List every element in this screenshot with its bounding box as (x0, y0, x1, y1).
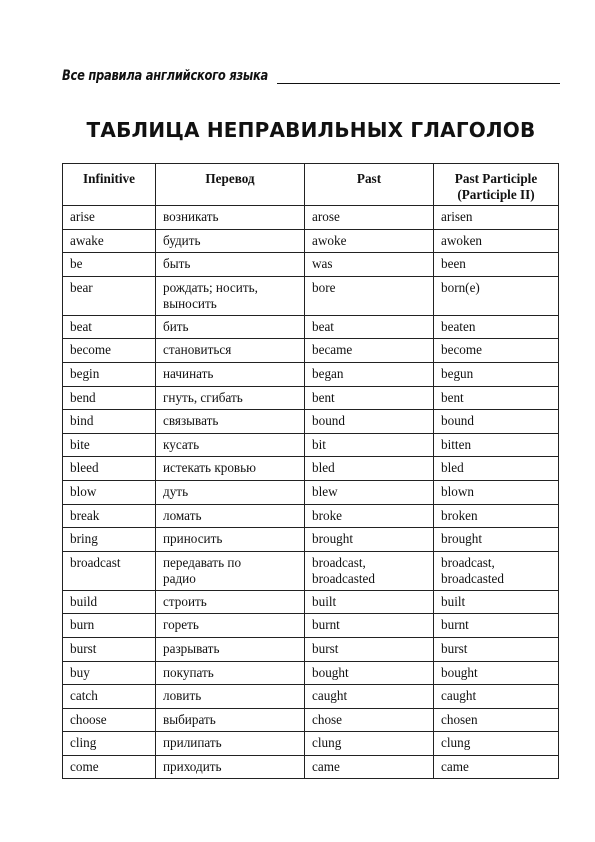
infinitive-cell: beat (63, 315, 156, 339)
past-participle-cell: broadcast, broadcasted (434, 551, 559, 590)
past-cell: began (305, 362, 434, 386)
past-cell: came (305, 755, 434, 779)
column-header-past-participle: Past Participle (Participle II) (434, 164, 559, 206)
infinitive-cell: catch (63, 685, 156, 709)
infinitive-cell: choose (63, 708, 156, 732)
infinitive-cell: buy (63, 661, 156, 685)
past-cell: was (305, 253, 434, 277)
table-row (63, 362, 559, 386)
past-cell: blew (305, 480, 434, 504)
past-cell: burst (305, 637, 434, 661)
translation-cell: рождать; носить, выносить (156, 276, 305, 315)
translation-cell: становиться (156, 339, 305, 363)
table-row (63, 661, 559, 685)
column-header-infinitive: Infinitive (63, 164, 156, 206)
past-cell: broadcast, broadcasted (305, 551, 434, 590)
translation-cell: гнуть, сгибать (156, 386, 305, 410)
past-participle-cell: born(e) (434, 276, 559, 315)
past-participle-cell: chosen (434, 708, 559, 732)
table-row (63, 410, 559, 434)
past-cell: beat (305, 315, 434, 339)
table-row (63, 551, 559, 590)
irregular-verbs-table (62, 163, 559, 779)
translation-cell: бить (156, 315, 305, 339)
past-cell: brought (305, 528, 434, 552)
table-row (63, 386, 559, 410)
translation-cell: дуть (156, 480, 305, 504)
infinitive-cell: bleed (63, 457, 156, 481)
infinitive-cell: burn (63, 614, 156, 638)
table-row (63, 755, 559, 779)
table-row (63, 732, 559, 756)
translation-cell: разрывать (156, 637, 305, 661)
past-participle-cell: bound (434, 410, 559, 434)
infinitive-cell: arise (63, 206, 156, 230)
translation-cell: покупать (156, 661, 305, 685)
past-cell: bit (305, 433, 434, 457)
translation-cell: истекать кровью (156, 457, 305, 481)
past-cell: chose (305, 708, 434, 732)
table-row (63, 315, 559, 339)
past-participle-cell: bought (434, 661, 559, 685)
past-cell: arose (305, 206, 434, 230)
translation-cell: связывать (156, 410, 305, 434)
infinitive-cell: bring (63, 528, 156, 552)
infinitive-cell: become (63, 339, 156, 363)
table-row (63, 276, 559, 315)
infinitive-cell: begin (63, 362, 156, 386)
infinitive-cell: burst (63, 637, 156, 661)
translation-cell: передавать по радио (156, 551, 305, 590)
infinitive-cell: be (63, 253, 156, 277)
past-participle-cell: arisen (434, 206, 559, 230)
infinitive-cell: bend (63, 386, 156, 410)
table-row (63, 504, 559, 528)
past-cell: burnt (305, 614, 434, 638)
past-cell: became (305, 339, 434, 363)
past-cell: awoke (305, 229, 434, 253)
page-title: ТАБЛИЦА НЕПРАВИЛЬНЫХ ГЛАГОЛОВ (86, 118, 536, 142)
infinitive-cell: awake (63, 229, 156, 253)
infinitive-cell: build (63, 590, 156, 614)
infinitive-cell: break (63, 504, 156, 528)
translation-cell: прилипать (156, 732, 305, 756)
past-cell: bore (305, 276, 434, 315)
past-cell: broke (305, 504, 434, 528)
translation-cell: строить (156, 590, 305, 614)
translation-cell: кусать (156, 433, 305, 457)
table-body (63, 206, 559, 779)
past-cell: bought (305, 661, 434, 685)
past-participle-cell: begun (434, 362, 559, 386)
translation-cell: быть (156, 253, 305, 277)
past-participle-cell: bent (434, 386, 559, 410)
infinitive-cell: cling (63, 732, 156, 756)
translation-cell: будить (156, 229, 305, 253)
past-participle-cell: blown (434, 480, 559, 504)
table-row (63, 206, 559, 230)
past-participle-cell: bitten (434, 433, 559, 457)
running-title: Все правила английского языка (62, 68, 269, 84)
past-cell: clung (305, 732, 434, 756)
past-participle-cell: caught (434, 685, 559, 709)
infinitive-cell: bind (63, 410, 156, 434)
translation-cell: гореть (156, 614, 305, 638)
table-row (63, 708, 559, 732)
past-cell: caught (305, 685, 434, 709)
table-row (63, 590, 559, 614)
translation-cell: начинать (156, 362, 305, 386)
past-participle-cell: awoken (434, 229, 559, 253)
infinitive-cell: bear (63, 276, 156, 315)
table-row (63, 528, 559, 552)
table-row (63, 253, 559, 277)
translation-cell: приходить (156, 755, 305, 779)
past-participle-cell: burnt (434, 614, 559, 638)
past-participle-cell: clung (434, 732, 559, 756)
translation-cell: приносить (156, 528, 305, 552)
table-row (63, 433, 559, 457)
table-header-row (63, 164, 559, 206)
infinitive-cell: broadcast (63, 551, 156, 590)
column-header-translation: Перевод (156, 164, 305, 206)
past-participle-cell: burst (434, 637, 559, 661)
past-participle-cell: came (434, 755, 559, 779)
translation-cell: ломать (156, 504, 305, 528)
table-row (63, 480, 559, 504)
table-row (63, 637, 559, 661)
table-row (63, 614, 559, 638)
running-head (62, 68, 560, 88)
translation-cell: выбирать (156, 708, 305, 732)
past-cell: bled (305, 457, 434, 481)
table-row (63, 685, 559, 709)
past-cell: built (305, 590, 434, 614)
infinitive-cell: blow (63, 480, 156, 504)
past-cell: bent (305, 386, 434, 410)
past-participle-cell: bled (434, 457, 559, 481)
past-participle-cell: beaten (434, 315, 559, 339)
running-head-rule (277, 83, 560, 84)
past-participle-cell: become (434, 339, 559, 363)
table-row (63, 339, 559, 363)
table-row (63, 229, 559, 253)
past-participle-cell: brought (434, 528, 559, 552)
table-row (63, 457, 559, 481)
past-participle-cell: built (434, 590, 559, 614)
past-participle-cell: broken (434, 504, 559, 528)
translation-cell: возникать (156, 206, 305, 230)
column-header-past: Past (305, 164, 434, 206)
infinitive-cell: come (63, 755, 156, 779)
past-participle-cell: been (434, 253, 559, 277)
infinitive-cell: bite (63, 433, 156, 457)
past-cell: bound (305, 410, 434, 434)
translation-cell: ловить (156, 685, 305, 709)
